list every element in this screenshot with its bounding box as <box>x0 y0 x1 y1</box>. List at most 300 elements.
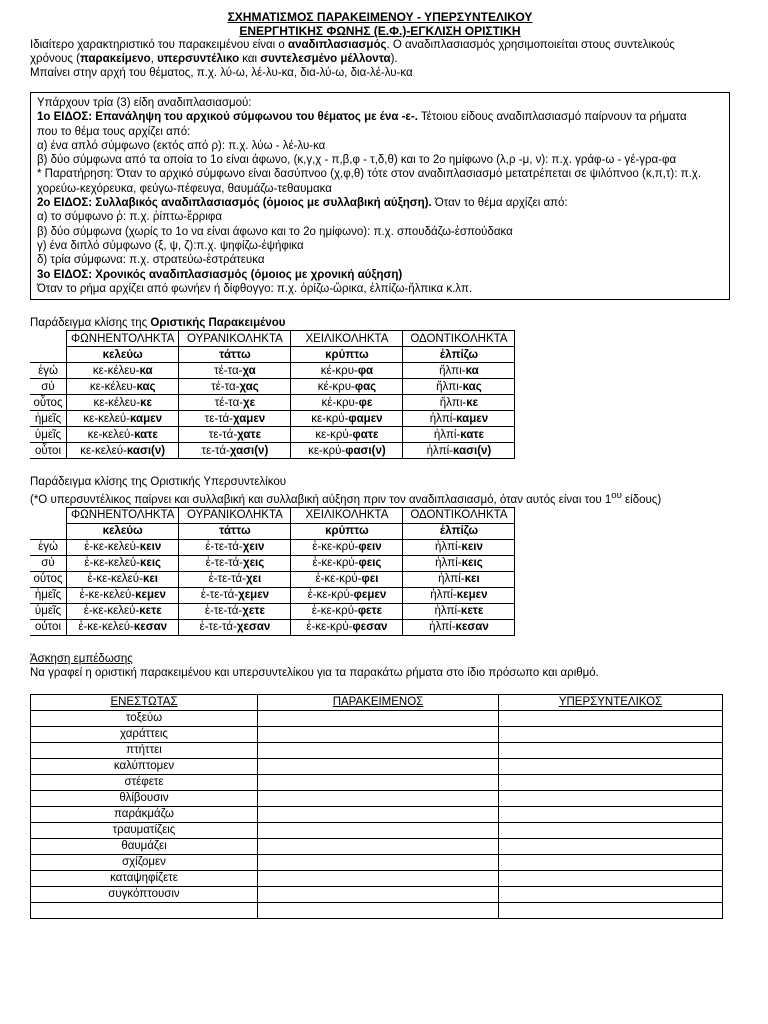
stem-text: ἠλπί- <box>433 428 461 441</box>
conjugation-cell <box>403 411 515 427</box>
perfect-answer-cell[interactable] <box>258 726 499 742</box>
stem-text: ἐ-κε-κελεύ- <box>83 605 140 618</box>
stem-text: κε-κέλευ- <box>89 380 137 393</box>
conjugation-cell <box>291 619 403 635</box>
caption-text: Παράδειγμα κλίσης της <box>30 317 151 330</box>
stem-text: ἠλπί- <box>434 605 461 618</box>
stem-text: ἐ-κε-κελεύ- <box>84 557 140 570</box>
verb-cell: κελεύω <box>67 523 179 539</box>
pronoun-cell: ἐγώ <box>30 539 67 555</box>
exercise-row <box>31 726 723 742</box>
present-verb-cell: τραυματίζεις <box>31 822 258 838</box>
pronoun-cell: σύ <box>30 555 67 571</box>
table-row <box>30 427 515 443</box>
ending-text: φαμεν <box>348 412 383 425</box>
box-line: γ) ένα διπλό σύμφωνο (ξ, ψ, ζ):π.χ. ψηφίζω-ἐψήφικα <box>37 239 304 252</box>
ending-text: κεσαν <box>455 621 489 634</box>
column-header: ΦΩΝΗΕΝΤΟΛΗΚΤΑ <box>67 331 179 347</box>
conjugation-cell <box>291 587 403 603</box>
stem-text: ἐ-κε-κρύ- <box>312 557 359 570</box>
table-row <box>30 603 515 619</box>
conjugation-cell <box>67 443 179 459</box>
perfect-answer-cell[interactable] <box>258 806 499 822</box>
box-line: * Παρατήρηση: Όταν το αρχικό σύμφωνο είναι δασύπνοο (χ,φ,θ) τότε στον αναδιπλασιασμό μετατρέπεται σε ψιλόπνοο (κ,π,τ): π.χ. <box>37 168 702 181</box>
perfect-answer-cell[interactable] <box>258 902 499 918</box>
conjugation-cell <box>403 555 515 571</box>
note-text: είδους) <box>621 493 662 506</box>
stem-text: ἐ-τε-τά- <box>208 573 246 586</box>
conjugation-cell <box>403 587 515 603</box>
stem-text: τέ-τα- <box>214 364 243 377</box>
pluperfect-answer-cell[interactable] <box>499 774 723 790</box>
conjugation-cell <box>403 619 515 635</box>
pluperfect-conjugation-table <box>30 507 515 636</box>
perfect-answer-cell[interactable] <box>258 710 499 726</box>
table-header-row <box>30 507 515 523</box>
table-row <box>30 555 515 571</box>
conjugation-cell <box>67 379 179 395</box>
ending-text: φας <box>354 380 377 393</box>
verb-cell: κρύπτω <box>291 523 403 539</box>
conjugation-cell <box>403 571 515 587</box>
conjugation-cell <box>67 571 179 587</box>
note-text: (*Ο υπερσυντέλικος παίρνει και συλλαβική και συλλαβική αύξηση πριν τον αναδιπλασιασμό, όταν αυτός είναι του 1 <box>30 493 612 506</box>
blank-cell <box>30 523 67 539</box>
stem-text: ἐ-τε-τά- <box>205 557 243 570</box>
stem-text: τέ-τα- <box>214 396 244 409</box>
verb-cell: κελεύω <box>67 347 179 363</box>
stem-text: κέ-κρυ- <box>317 380 355 393</box>
table-row <box>30 379 515 395</box>
exercise-row <box>31 854 723 870</box>
box-line: α) το σύμφωνο ῥ: π.χ. ῥίπτω-ἔρριφα <box>37 211 223 224</box>
pluperfect-answer-cell[interactable] <box>499 854 723 870</box>
intro-line-1 <box>30 38 730 52</box>
ending-text: κα <box>139 364 153 377</box>
stem-text: ἐ-κε-κελεύ- <box>79 589 136 602</box>
ending-text: κει <box>142 573 159 586</box>
column-header: ΧΕΙΛΙΚΟΛΗΚΤΑ <box>291 507 403 523</box>
box-line <box>37 268 723 282</box>
perfect-section <box>30 316 730 459</box>
ending-text: κατε <box>134 428 158 441</box>
ending-text: χεσαν <box>236 621 271 634</box>
present-verb-cell: στέφετε <box>31 774 258 790</box>
ending-text: κεμεν <box>135 589 166 602</box>
pluperfect-answer-cell[interactable] <box>499 790 723 806</box>
box-text: Τέτοιου είδους αναδιπλασιασμό παίρνουν τα ρήματα <box>417 111 687 124</box>
exercise-row <box>31 742 723 758</box>
conjugation-cell <box>403 539 515 555</box>
stem-text: κε-κελεύ- <box>83 412 130 425</box>
intro-text: . Ο αναδιπλασιασμός χρησιμοποιείται στους συντελικούς <box>386 39 675 51</box>
perfect-answer-cell[interactable] <box>258 838 499 854</box>
column-header: ΟΔΟΝΤΙΚΟΛΗΚΤΑ <box>403 331 515 347</box>
conjugation-cell <box>67 587 179 603</box>
box-line: που το θέμα τους αρχίζει από: <box>37 125 191 138</box>
pluperfect-answer-cell[interactable] <box>499 838 723 854</box>
intro-term-perfect: παρακείμενο <box>79 53 151 65</box>
conjugation-cell <box>291 427 403 443</box>
column-header: ΟΥΡΑΝΙΚΟΛΗΚΤΑ <box>179 331 291 347</box>
ending-text: χαμεν <box>233 412 266 425</box>
exercise-row <box>31 902 723 918</box>
pronoun-cell: ἡμεῖς <box>30 411 67 427</box>
ending-text: χειν <box>242 541 265 554</box>
stem-text: τε-τά- <box>208 428 238 441</box>
intro-term-reduplication: αναδιπλασιασμός <box>288 39 387 51</box>
conjugation-cell <box>403 379 515 395</box>
pluperfect-caption: Παράδειγμα κλίσης της Οριστικής Υπερσυντελίκου <box>30 476 286 489</box>
intro-line-3: Μπαίνει στην αρχή του θέματος, π.χ. λύ-ω, λέ-λυ-κα, δια-λύ-ω, δια-λέ-λυ-κα <box>30 67 413 79</box>
title-line-1: ΣΧΗΜΑΤΙΣΜΟΣ ΠΑΡΑΚΕΙΜΕΝΟΥ - ΥΠΕΡΣΥΝΤΕΛΙΚΟΥ <box>227 10 533 24</box>
ending-text: φει <box>361 573 379 586</box>
pronoun-cell: ὑμεῖς <box>30 427 67 443</box>
pronoun-cell: οὗτοι <box>30 619 67 635</box>
table-row <box>30 363 515 379</box>
blank-corner <box>30 507 67 523</box>
ending-text: κειν <box>461 541 483 554</box>
ending-text: φασι(ν) <box>345 444 386 457</box>
ending-text: χε <box>243 396 256 409</box>
perfect-answer-cell[interactable] <box>258 854 499 870</box>
stem-text: ἐ-κε-κρύ- <box>311 605 358 618</box>
pluperfect-note <box>30 489 730 507</box>
present-verb-cell: καταψηφίζετε <box>31 870 258 886</box>
ending-text: χεμεν <box>238 589 270 602</box>
ending-text: κετε <box>139 605 162 618</box>
stem-text: ἠλπί- <box>430 589 457 602</box>
intro-text: ). <box>390 53 398 65</box>
box-line <box>37 196 723 210</box>
conjugation-cell <box>179 363 291 379</box>
present-verb-cell: συγκόπτουσιν <box>31 886 258 902</box>
stem-text: κε-κρύ- <box>315 428 353 441</box>
present-verb-cell <box>31 902 258 918</box>
blank-corner <box>30 331 67 347</box>
ending-text: φατε <box>352 428 379 441</box>
stem-text: ἐ-τε-τά- <box>199 621 237 634</box>
box-line: α) ένα απλό σύμφωνο (εκτός από ρ): π.χ. λύω - λέ-λυ-κα <box>37 139 326 152</box>
table-row <box>30 571 515 587</box>
conjugation-cell <box>67 411 179 427</box>
caption-bold: Οριστικής Παρακειμένου <box>150 317 286 330</box>
stem-text: ἤλπι- <box>439 396 467 409</box>
pluperfect-answer-cell[interactable] <box>499 758 723 774</box>
stem-text: τε-τά- <box>204 412 234 425</box>
type-2-heading: 2ο ΕΙΔΟΣ: Συλλαβικός αναδιπλασιασμός (όμοιος με συλλαβική αύξηση). <box>37 197 432 210</box>
column-header: ΟΥΡΑΝΙΚΟΛΗΚΤΑ <box>179 507 291 523</box>
pluperfect-answer-cell[interactable] <box>499 870 723 886</box>
stem-text: τε-τά- <box>201 444 230 457</box>
pluperfect-answer-cell[interactable] <box>499 902 723 918</box>
exercise-section <box>30 652 730 919</box>
conjugation-cell <box>291 555 403 571</box>
present-verb-cell: θλίβουσιν <box>31 790 258 806</box>
conjugation-cell <box>291 363 403 379</box>
column-header-perfect: ΠΑΡΑΚΕΙΜΕΝΟΣ <box>258 694 499 710</box>
note-superscript: ου <box>611 490 622 502</box>
conjugation-cell <box>179 379 291 395</box>
stem-text: ἐ-τε-τά- <box>205 541 243 554</box>
table-row <box>30 587 515 603</box>
intro-text: , <box>150 53 158 65</box>
box-text: Όταν το θέμα αρχίζει από: <box>431 197 568 210</box>
conjugation-cell <box>67 539 179 555</box>
intro-line-2 <box>30 52 730 66</box>
conjugation-cell <box>291 443 403 459</box>
pronoun-cell: οὗτοι <box>30 443 67 459</box>
conjugation-cell <box>179 427 291 443</box>
verb-cell: ἐλπίζω <box>403 523 515 539</box>
present-verb-cell: πτήττει <box>31 742 258 758</box>
stem-text: ἠλπί- <box>429 412 457 425</box>
present-verb-cell: χαράττεις <box>31 726 258 742</box>
ending-text: κεμεν <box>456 589 488 602</box>
conjugation-cell <box>179 555 291 571</box>
ending-text: κας <box>136 380 156 393</box>
verb-row <box>30 523 515 539</box>
conjugation-cell <box>67 363 179 379</box>
conjugation-cell <box>179 619 291 635</box>
ending-text: κε <box>140 396 152 409</box>
conjugation-cell <box>403 395 515 411</box>
stem-text: κε-κρύ- <box>311 412 349 425</box>
stem-text: ἐ-κε-κελεύ- <box>87 573 143 586</box>
stem-text: ἐ-τε-τά- <box>204 605 243 618</box>
conjugation-cell <box>291 539 403 555</box>
pronoun-cell: ἡμεῖς <box>30 587 67 603</box>
ending-text: κεσαν <box>133 621 168 634</box>
present-verb-cell: τοξεύω <box>31 710 258 726</box>
exercise-table <box>30 694 723 919</box>
perfect-answer-cell[interactable] <box>258 774 499 790</box>
table-header-row <box>31 694 723 710</box>
conjugation-cell <box>179 443 291 459</box>
exercise-row <box>31 806 723 822</box>
pluperfect-answer-cell[interactable] <box>499 886 723 902</box>
exercise-row <box>31 790 723 806</box>
stem-text: ἐ-κε-κρύ- <box>307 589 354 602</box>
column-header: ΧΕΙΛΙΚΟΛΗΚΤΑ <box>291 331 403 347</box>
stem-text: τέ-τα- <box>211 380 240 393</box>
verb-row <box>30 347 515 363</box>
stem-text: ἐ-τε-τά- <box>200 589 239 602</box>
ending-text: φετε <box>357 605 383 618</box>
stem-text: ἐ-κε-κελεύ- <box>78 621 134 634</box>
exercise-instruction: Να γραφεί η οριστική παρακειμένου και υπερσυντελίκου για τα παρακάτω ρήματα στο ίδιο πρόσωπο και αριθμό. <box>30 666 599 679</box>
pluperfect-answer-cell[interactable] <box>499 822 723 838</box>
pluperfect-answer-cell[interactable] <box>499 806 723 822</box>
exercise-row <box>31 822 723 838</box>
box-line <box>37 110 723 124</box>
perfect-answer-cell[interactable] <box>258 822 499 838</box>
verb-cell: τάττω <box>179 523 291 539</box>
column-header: ΦΩΝΗΕΝΤΟΛΗΚΤΑ <box>67 507 179 523</box>
stem-text: ἐ-κε-κρύ- <box>315 573 362 586</box>
exercise-heading: Άσκηση εμπέδωσης <box>30 652 133 665</box>
worksheet-page <box>30 10 730 919</box>
ending-text: χατε <box>237 428 262 441</box>
column-header: ΟΔΟΝΤΙΚΟΛΗΚΤΑ <box>403 507 515 523</box>
conjugation-cell <box>291 603 403 619</box>
intro-term-pluperfect: υπερσυντέλικο <box>157 53 240 65</box>
exercise-row <box>31 838 723 854</box>
stem-text: κε-κρύ- <box>308 444 346 457</box>
ending-text: κατε <box>460 428 484 441</box>
blank-cell <box>30 347 67 363</box>
intro-text: χρόνους ( <box>30 53 80 65</box>
ending-text: κεις <box>461 557 483 570</box>
perfect-answer-cell[interactable] <box>258 886 499 902</box>
ending-text: καμεν <box>456 412 489 425</box>
conjugation-cell <box>179 539 291 555</box>
exercise-row <box>31 870 723 886</box>
present-verb-cell: θαυμάζει <box>31 838 258 854</box>
pronoun-cell: ὑμεῖς <box>30 603 67 619</box>
box-line: Όταν το ρήμα αρχίζει από φωνήεν ή δίφθογγο: π.χ. ὀρίζω-ὥρικα, ἐλπίζω-ἤλπικα κ.λπ. <box>37 282 473 295</box>
conjugation-cell <box>67 603 179 619</box>
stem-text: ἤλπι- <box>439 364 466 377</box>
table-row <box>30 619 515 635</box>
conjugation-cell <box>67 555 179 571</box>
present-verb-cell: καλύπτομεν <box>31 758 258 774</box>
exercise-row <box>31 758 723 774</box>
stem-text: κε-κελεύ- <box>80 444 127 457</box>
ending-text: κασι(ν) <box>126 444 166 457</box>
conjugation-cell <box>179 603 291 619</box>
ending-text: φειν <box>358 541 382 554</box>
perfect-caption <box>30 316 730 330</box>
ending-text: φεμεν <box>353 589 387 602</box>
ending-text: φεις <box>358 557 382 570</box>
stem-text: κε-κελεύ- <box>87 428 135 441</box>
conjugation-cell <box>179 411 291 427</box>
ending-text: χας <box>239 380 259 393</box>
box-line: χορεύω-κεχόρευκα, φεύγω-πέφευγα, θαυμάζω-τεθαυμακα <box>37 182 332 195</box>
intro-paragraph <box>30 38 730 80</box>
perfect-answer-cell[interactable] <box>258 742 499 758</box>
table-row <box>30 539 515 555</box>
ending-text: χετε <box>242 605 265 618</box>
intro-term-future-perfect: συντελεσμένο μέλλοντα <box>260 53 391 65</box>
conjugation-cell <box>403 603 515 619</box>
stem-text: κε-κέλευ- <box>93 396 141 409</box>
stem-text: ἠλπί- <box>435 557 462 570</box>
verb-cell: κρύπτω <box>291 347 403 363</box>
conjugation-cell <box>291 379 403 395</box>
stem-text: ἠλπί- <box>426 444 454 457</box>
ending-text: φα <box>357 364 374 377</box>
intro-text: Ιδιαίτερο χαρακτηριστικό του παρακειμένου είναι ο <box>30 39 289 51</box>
stem-text: ἤλπι- <box>436 380 463 393</box>
stem-text: ἐ-κε-κρύ- <box>306 621 353 634</box>
table-header-row <box>30 331 515 347</box>
column-header-present: ΕΝΕΣΤΩΤΑΣ <box>31 694 258 710</box>
ending-text: κεις <box>139 557 161 570</box>
exercise-row <box>31 886 723 902</box>
perfect-answer-cell[interactable] <box>258 758 499 774</box>
stem-text: ἠλπί- <box>429 621 456 634</box>
conjugation-cell <box>291 411 403 427</box>
pluperfect-answer-cell[interactable] <box>499 710 723 726</box>
conjugation-cell <box>403 427 515 443</box>
stem-text: κέ-κρυ- <box>320 364 358 377</box>
pronoun-cell: οὗτος <box>30 395 67 411</box>
pronoun-cell: οὗτος <box>30 571 67 587</box>
pluperfect-answer-cell[interactable] <box>499 742 723 758</box>
ending-text: κειν <box>139 541 162 554</box>
pluperfect-section <box>30 475 730 636</box>
conjugation-cell <box>67 395 179 411</box>
column-header-pluperfect: ΥΠΕΡΣΥΝΤΕΛΙΚΟΣ <box>499 694 723 710</box>
title-line-2: ΕΝΕΡΓΗΤΙΚΗΣ ΦΩΝΗΣ (Ε.Φ.)-ΕΓΚΛΙΣΗ ΟΡΙΣΤΙΚΗ <box>239 24 521 38</box>
ending-text: κας <box>462 380 482 393</box>
type-3-heading: 3ο ΕΙΔΟΣ: Χρονικός αναδιπλασιασμός (όμοιος με χρονική αύξηση) <box>37 268 403 281</box>
conjugation-cell <box>179 395 291 411</box>
intro-text: και <box>239 53 261 65</box>
stem-text: ἐ-κε-κελεύ- <box>84 541 140 554</box>
ending-text: φεσαν <box>352 621 388 634</box>
ending-text: κετε <box>460 605 484 618</box>
type-1-heading: 1ο ΕΙΔΟΣ: Επανάληψη του αρχικού σύμφωνου του θέματος με ένα -ε-. <box>37 111 418 124</box>
ending-text: χεις <box>242 557 265 570</box>
conjugation-cell <box>179 587 291 603</box>
ending-text: καμεν <box>130 412 162 425</box>
conjugation-cell <box>403 363 515 379</box>
stem-text: κέ-κρυ- <box>321 396 359 409</box>
ending-text: κασι(ν) <box>453 444 492 457</box>
stem-text: ἐ-κε-κρύ- <box>312 541 359 554</box>
box-line: β) δύο σύμφωνα από τα οποία το 1ο είναι άφωνο, (κ,γ,χ - π,β,φ - τ,δ,θ) και το 2ο ημίφωνο (λ,ρ -μ, ν): π.χ. γράφ-ω - γέ-γρα-φα <box>37 154 677 167</box>
ending-text: κει <box>464 573 480 586</box>
verb-cell: ἐλπίζω <box>403 347 515 363</box>
ending-text: φε <box>358 396 373 409</box>
table-row <box>30 443 515 459</box>
pronoun-cell: ἐγώ <box>30 363 67 379</box>
conjugation-cell <box>291 395 403 411</box>
exercise-row <box>31 774 723 790</box>
conjugation-cell <box>67 619 179 635</box>
conjugation-cell <box>403 443 515 459</box>
stem-text: κε-κέλευ- <box>92 364 140 377</box>
perfect-answer-cell[interactable] <box>258 790 499 806</box>
box-line: Υπάρχουν τρία (3) είδη αναδιπλασιασμού: <box>37 97 252 109</box>
pluperfect-answer-cell[interactable] <box>499 726 723 742</box>
perfect-answer-cell[interactable] <box>258 870 499 886</box>
ending-text: κα <box>465 364 479 377</box>
ending-text: κε <box>466 396 479 409</box>
conjugation-cell <box>179 571 291 587</box>
stem-text: ἠλπί- <box>438 573 465 586</box>
box-line: β) δύο σύμφωνα (χωρίς το 1ο να είναι άφωνο και το 2ο ημίφωνο): π.χ. σπουδάζω-ἐσπούδακα <box>37 225 513 238</box>
conjugation-cell <box>67 427 179 443</box>
conjugation-cell <box>291 571 403 587</box>
table-row <box>30 395 515 411</box>
verb-cell: τάττω <box>179 347 291 363</box>
present-verb-cell: σχίζομεν <box>31 854 258 870</box>
perfect-conjugation-table <box>30 330 515 459</box>
ending-text: χει <box>245 573 262 586</box>
pronoun-cell: σύ <box>30 379 67 395</box>
table-row <box>30 411 515 427</box>
reduplication-types-box <box>30 92 730 300</box>
box-line: δ) τρία σύμφωνα: π.χ. στρατεύω-ἐστράτευκα <box>37 254 265 267</box>
present-verb-cell: παράκμάζω <box>31 806 258 822</box>
ending-text: χασι(ν) <box>229 444 269 457</box>
ending-text: χα <box>242 364 256 377</box>
stem-text: ἠλπί- <box>434 541 462 554</box>
